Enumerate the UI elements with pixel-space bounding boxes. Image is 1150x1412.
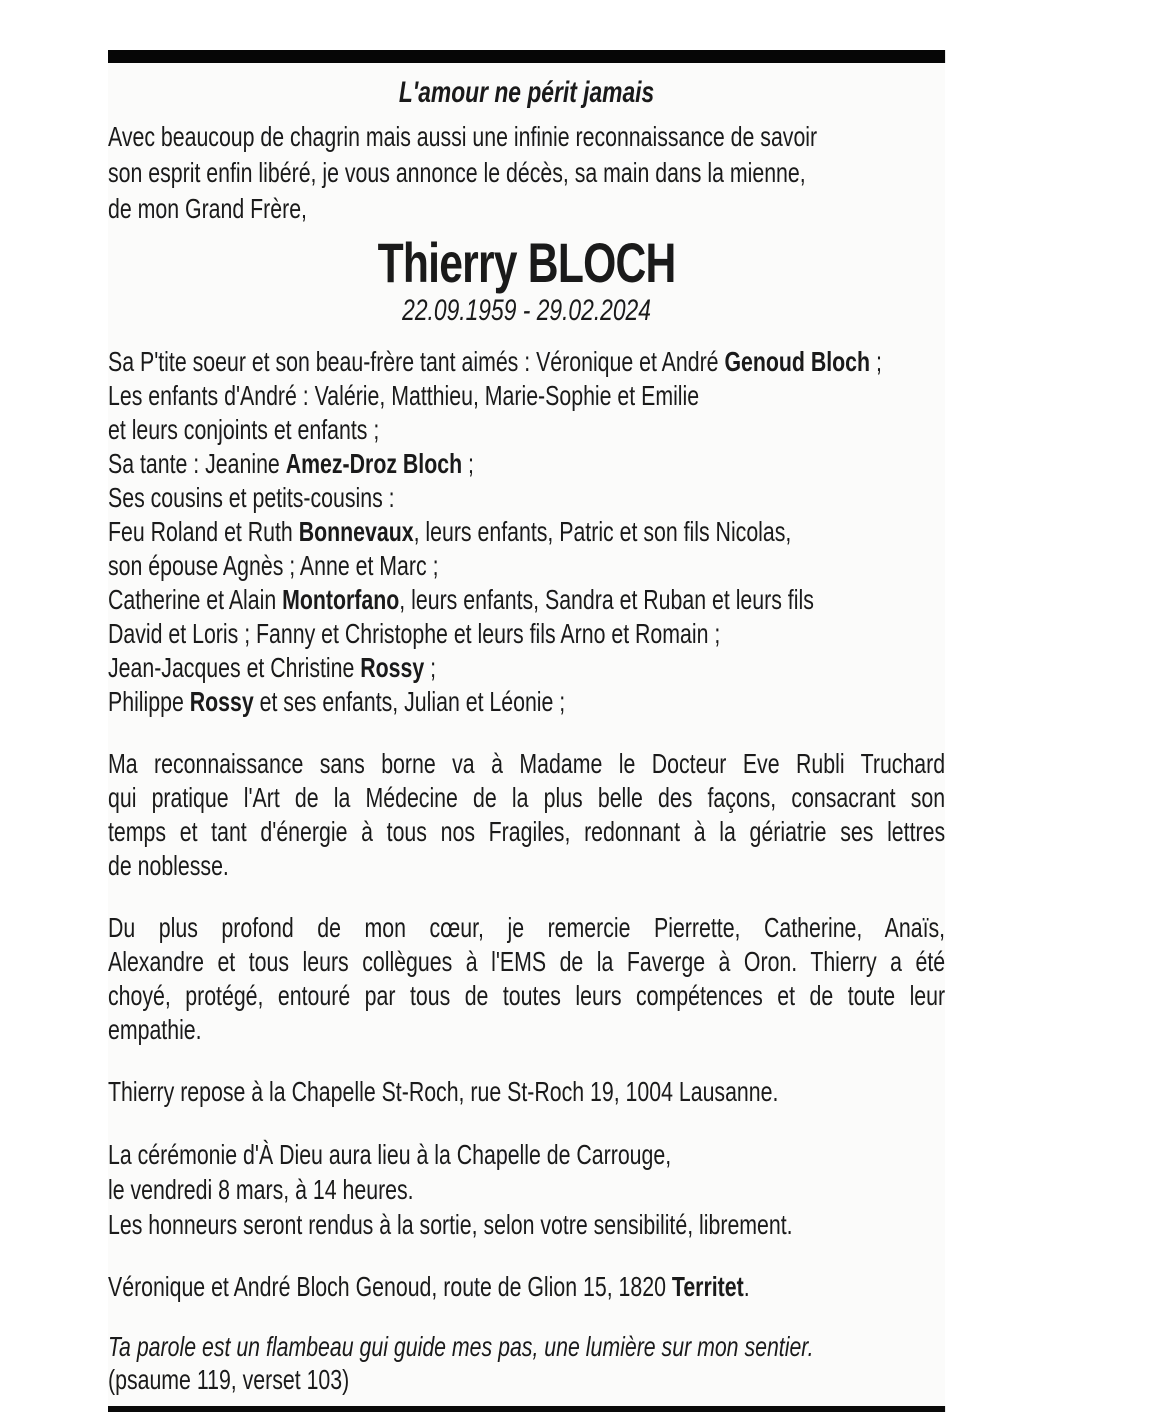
bottom-rule bbox=[108, 1406, 945, 1412]
ceremony-line: La cérémonie d'À Dieu aura lieu à la Chapelle de Carrouge, bbox=[108, 1139, 672, 1170]
paragraph-line: Ma reconnaissance sans borne va à Madame le Docteur Eve Rubli Truchard bbox=[108, 748, 946, 779]
ceremony-line: Les honneurs seront rendus à la sortie, selon votre sensibilité, librement. bbox=[108, 1209, 793, 1240]
paragraph-line: empathie. bbox=[108, 1014, 202, 1045]
family-line: Sa tante : Jeanine Amez-Droz Bloch ; bbox=[108, 448, 474, 479]
family-list bbox=[108, 345, 945, 719]
motto: L'amour ne périt jamais bbox=[398, 76, 655, 109]
paragraph-line: de noblesse. bbox=[108, 850, 229, 881]
paragraph-line: Alexandre et tous leurs collègues à l'EMS de la Faverge à Oron. Thierry a été bbox=[108, 946, 946, 977]
repose-line: Thierry repose à la Chapelle St-Roch, rue St-Roch 19, 1004 Lausanne. bbox=[108, 1076, 779, 1107]
intro-paragraph bbox=[108, 119, 945, 227]
family-line: Catherine et Alain Montorfano, leurs enfants, Sandra et Ruban et leurs fils bbox=[108, 584, 814, 615]
address-line: Véronique et André Bloch Genoud, route de Glion 15, 1820 Territet. bbox=[108, 1271, 750, 1302]
ceremony-line: le vendredi 8 mars, à 14 heures. bbox=[108, 1174, 414, 1205]
paragraph-line: qui pratique l'Art de la Médecine de la plus belle des façons, consacrant son bbox=[108, 782, 946, 813]
family-line: David et Loris ; Fanny et Christophe et leurs fils Arno et Romain ; bbox=[108, 618, 721, 649]
paragraph-line: Du plus profond de mon cœur, je remercie Pierrette, Catherine, Anaïs, bbox=[108, 912, 946, 943]
family-line: Sa P'tite soeur et son beau-frère tant aimés : Véronique et André Genoud Bloch ; bbox=[108, 346, 882, 377]
psalm-reference: (psaume 119, verset 103) bbox=[108, 1364, 350, 1395]
family-line: son épouse Agnès ; Anne et Marc ; bbox=[108, 550, 439, 581]
gratitude-ems-paragraph bbox=[108, 911, 945, 1047]
announcement-content bbox=[108, 50, 945, 1412]
deceased-name: Thierry BLOCH bbox=[377, 231, 676, 294]
gratitude-doctor-paragraph bbox=[108, 747, 945, 883]
family-line: et leurs conjoints et enfants ; bbox=[108, 414, 380, 445]
paragraph-line: temps et tant d'énergie à tous nos Fragiles, redonnant à la gériatrie ses lettres bbox=[108, 816, 946, 847]
top-rule bbox=[108, 50, 945, 63]
family-line: Ses cousins et petits-cousins : bbox=[108, 482, 395, 513]
family-line: Jean-Jacques et Christine Rossy ; bbox=[108, 652, 437, 683]
intro-line: Avec beaucoup de chagrin mais aussi une infinie reconnaissance de savoir bbox=[108, 121, 818, 152]
family-line: Feu Roland et Ruth Bonnevaux, leurs enfants, Patric et son fils Nicolas, bbox=[108, 516, 792, 547]
ceremony-paragraph bbox=[108, 1137, 945, 1242]
psalm-quote: Ta parole est un flambeau gui guide mes pas, une lumière sur mon sentier. bbox=[108, 1331, 814, 1362]
paragraph-line: choyé, protégé, entouré par tous de toutes leurs compétences et de toute leur bbox=[108, 980, 946, 1011]
life-dates: 22.09.1959 - 29.02.2024 bbox=[402, 294, 651, 327]
announcement-card bbox=[108, 50, 945, 1412]
intro-line: son esprit enfin libéré, je vous annonce le décès, sa main dans la mienne, bbox=[108, 157, 806, 188]
family-line: Philippe Rossy et ses enfants, Julian et Léonie ; bbox=[108, 686, 566, 717]
family-line: Les enfants d'André : Valérie, Matthieu, Marie-Sophie et Emilie bbox=[108, 380, 700, 411]
intro-line: de mon Grand Frère, bbox=[108, 193, 307, 224]
